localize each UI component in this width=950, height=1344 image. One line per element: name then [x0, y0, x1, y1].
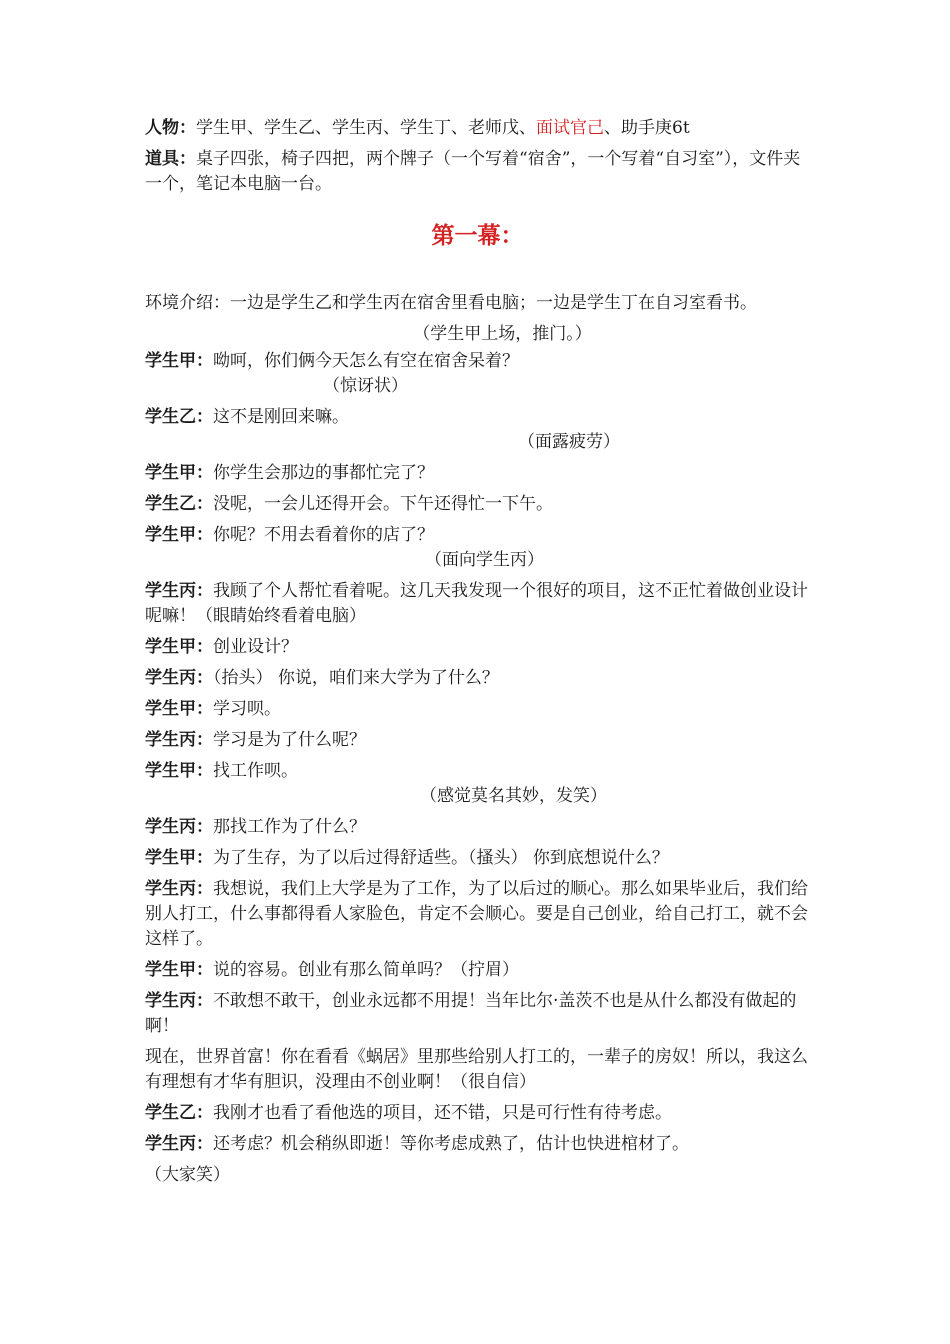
speaker: 学生丙： — [145, 991, 213, 1011]
speaker: 学生甲： — [145, 699, 213, 719]
dialogue-line — [145, 1101, 810, 1126]
dialogue-line — [145, 349, 810, 374]
characters-text: 学生甲、学生乙、学生丙、学生丁、老师戊、 — [196, 118, 536, 138]
characters-highlight: 面试官己 — [536, 118, 604, 138]
dialogue-line — [145, 697, 810, 722]
dialogue-text: 那找工作为了什么？ — [213, 817, 366, 837]
scene-title: 第一幕： — [431, 222, 524, 249]
speaker: 学生乙： — [145, 494, 213, 514]
dialogue-line — [145, 759, 810, 784]
dialogue-text: 没呢，一会儿还得开会。下午还得忙一下午。 — [213, 494, 553, 514]
dialogue-line — [145, 877, 810, 952]
speaker: 学生丙： — [145, 1134, 213, 1154]
speaker: 学生甲： — [145, 637, 213, 657]
speaker: 学生丙： — [145, 817, 213, 837]
dialogue-line — [145, 846, 810, 871]
dialogue-text: 还考虑？机会稍纵即逝！等你考虑成熟了，估计也快进棺材了。 — [213, 1134, 689, 1154]
dialogue-text: （抬头） 你说，咱们来大学为了什么？ — [213, 668, 499, 688]
dialogue-line — [145, 461, 810, 486]
characters-label: 人物： — [145, 118, 196, 138]
dialogue-line — [145, 492, 810, 517]
dialogue-line — [145, 958, 810, 983]
speaker: 学生乙： — [145, 1103, 213, 1123]
speaker: 学生甲： — [145, 463, 213, 483]
dialogue-line — [145, 728, 810, 753]
dialogue-line — [145, 1132, 810, 1157]
script-page — [145, 116, 810, 1194]
speaker: 学生丙： — [145, 879, 213, 899]
props-label: 道具： — [145, 149, 196, 169]
dialogue-text: 这不是刚回来嘛。 — [213, 407, 349, 427]
stage-direction-closing: （大家笑） — [145, 1165, 230, 1185]
props-line — [145, 147, 810, 197]
speaker: 学生甲： — [145, 960, 213, 980]
dialogue-line — [145, 635, 810, 660]
dialogue-line — [145, 579, 810, 629]
continuation-text: 现在，世界首富！你在看看《蜗居》里那些给别人打工的，一辈子的房奴！所以，我这么有理想有才华有胆识，没理由不创业啊！（很自信） — [145, 1047, 808, 1092]
dialogue-text: 你学生会那边的事都忙完了？ — [213, 463, 434, 483]
dialogue-text: 你呢？不用去看着你的店了？ — [213, 525, 434, 545]
dialogue-text: 不敢想不敢干，创业永远都不用提！当年比尔·盖茨不也是从什么都没有做起的啊！ — [145, 991, 797, 1036]
stage-direction-enter: （学生甲上场，推门。） — [413, 324, 592, 344]
dialogue-text: 呦呵，你们俩今天怎么有空在宿舍呆着？ — [213, 351, 519, 371]
speaker: 学生甲： — [145, 525, 213, 545]
dialogue-text: 学习是为了什么呢？ — [213, 730, 366, 750]
speaker: 学生甲： — [145, 848, 213, 868]
speaker: 学生丙： — [145, 668, 213, 688]
speaker: 学生丙： — [145, 581, 213, 601]
dialogue-text: 我顾了个人帮忙看着呢。这几天我发现一个很好的项目，这不正忙着做创业设计呢嘛！（眼睛始终看着电脑） — [145, 581, 808, 626]
speaker: 学生甲： — [145, 761, 213, 781]
dialogue-text: 我刚才也看了看他选的项目，还不错，只是可行性有待考虑。 — [213, 1103, 672, 1123]
dialogue-line — [145, 523, 810, 548]
dialogue-text: 我想说，我们上大学是为了工作，为了以后过的顺心。那么如果毕业后，我们给别人打工，什么事都得看人家脸色，肯定不会顺心。要是自己创业，给自己打工，就不会这样了。 — [145, 879, 808, 949]
characters-text-end: 、助手庚6t — [604, 118, 690, 138]
dialogue-line — [145, 405, 810, 430]
speaker: 学生丙： — [145, 730, 213, 750]
dialogue-line — [145, 989, 810, 1039]
stage-direction: （面露疲劳） — [518, 432, 620, 452]
dialogue-text: 创业设计？ — [213, 637, 298, 657]
dialogue-line — [145, 666, 810, 691]
dialogue-text: 为了生存，为了以后过得舒适些。（搔头） 你到底想说什么？ — [213, 848, 669, 868]
dialogue-text: 找工作呗。 — [213, 761, 298, 781]
dialogue-text: 说的容易。创业有那么简单吗？（拧眉） — [213, 960, 519, 980]
props-text: 桌子四张，椅子四把，两个牌子（一个写着“宿舍”，一个写着“自习室”），文件夹一个，笔记本电脑一台。 — [145, 149, 801, 194]
setting-text: 环境介绍：一边是学生乙和学生丙在宿舍里看电脑；一边是学生丁在自习室看书。 — [145, 293, 757, 313]
speaker: 学生甲： — [145, 351, 213, 371]
stage-direction: （感觉莫名其妙，发笑） — [420, 786, 607, 806]
stage-direction: （惊讶状） — [323, 376, 408, 396]
speaker: 学生乙： — [145, 407, 213, 427]
characters-line — [145, 116, 810, 141]
dialogue-line — [145, 815, 810, 840]
stage-direction: （面向学生丙） — [425, 550, 544, 570]
dialogue-text: 学习呗。 — [213, 699, 281, 719]
